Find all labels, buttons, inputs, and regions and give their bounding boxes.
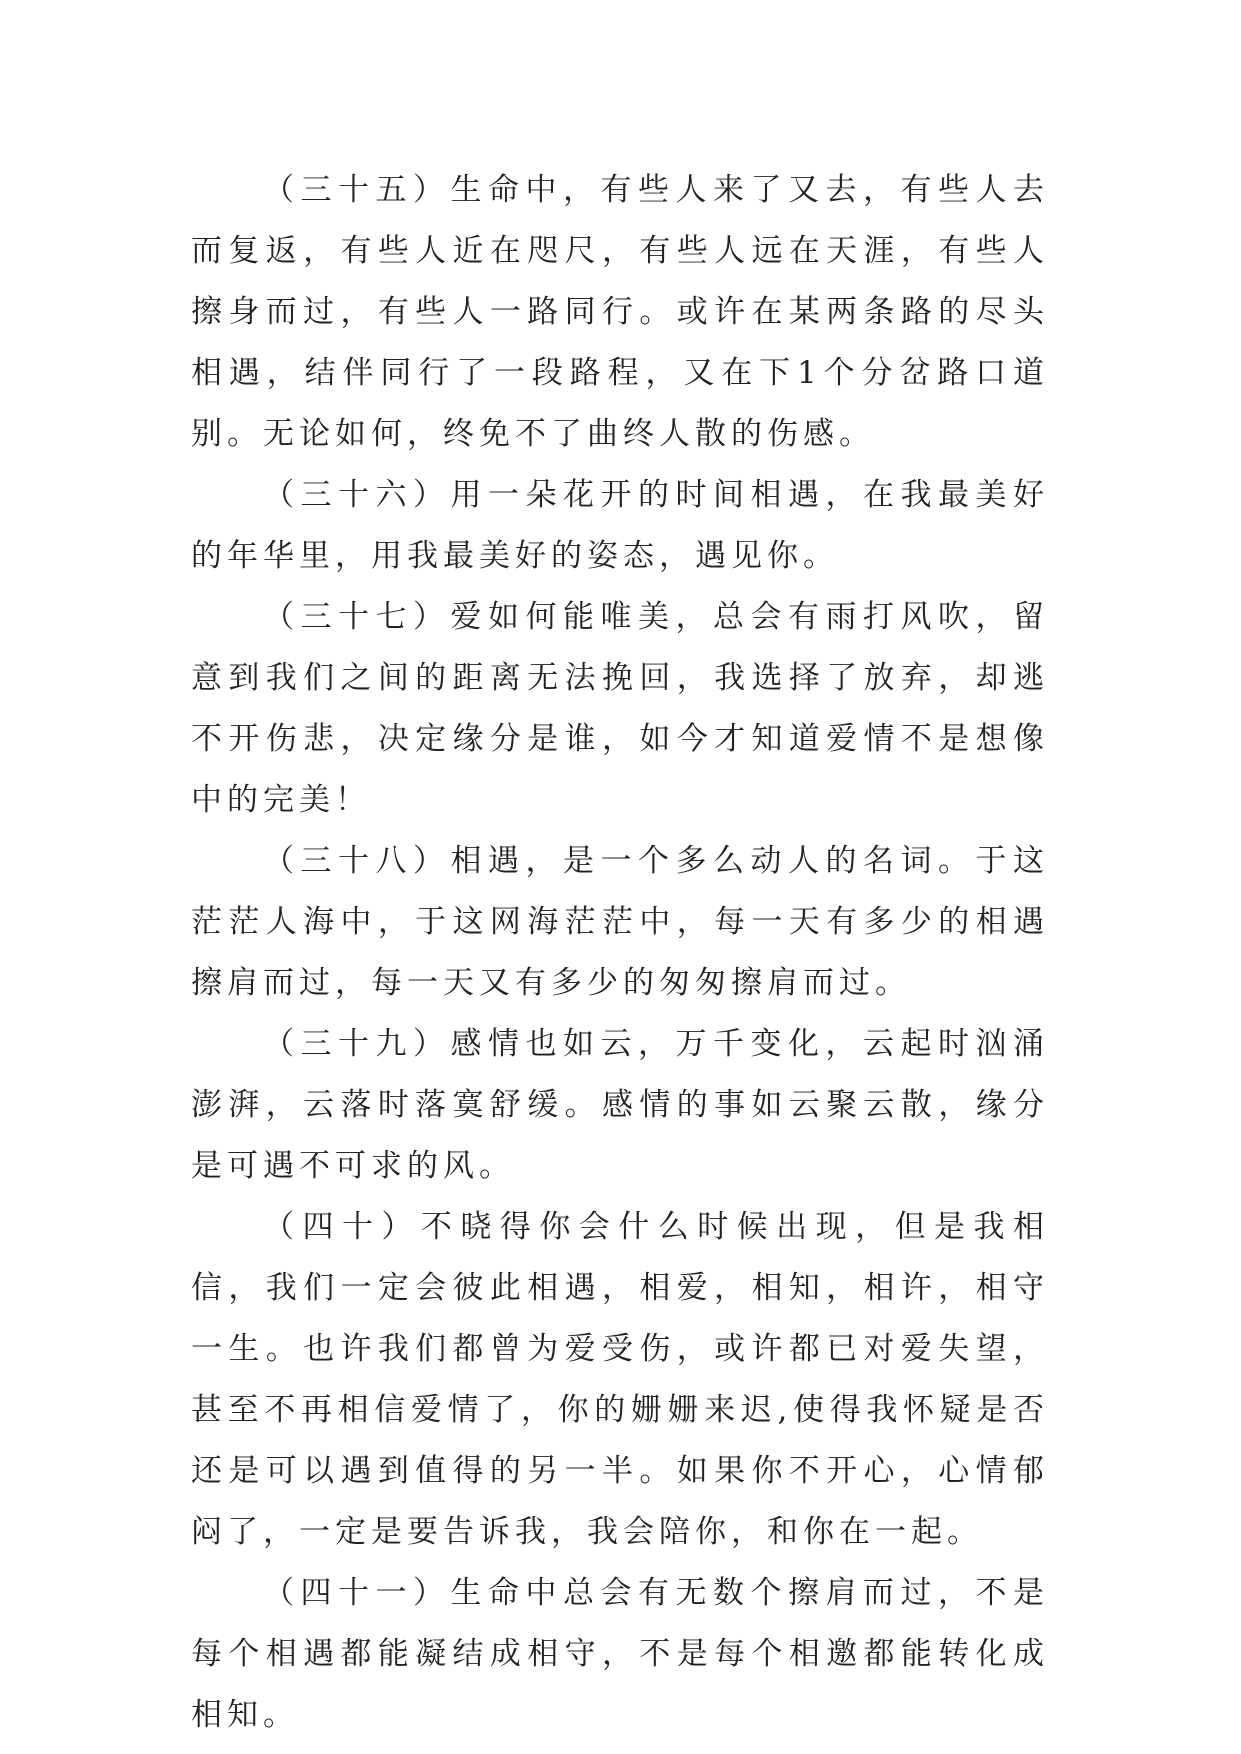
document-body <box>191 160 1049 1746</box>
paragraph-40: （四十）不晓得你会什么时候出现，但是我相信，我们一定会彼此相遇，相爱，相知，相许，相守一生。也许我们都曾为爱受伤，或许都已对爱失望，甚至不再相信爱情了，你的姗姗来迟,使得我怀疑是否还是可以遇到值得的另一半。如果你不开心，心情郁闷了，一定是要告诉我，我会陪你，和你在一起。 <box>191 1209 1049 1550</box>
paragraph-39: （三十九）感情也如云，万千变化，云起时汹涌澎湃，云落时落寞舒缓。感情的事如云聚云散，缘分是可遇不可求的风。 <box>191 1026 1049 1184</box>
paragraph-38: （三十八）相遇，是一个多么动人的名词。于这茫茫人海中，于这网海茫茫中，每一天有多少的相遇擦肩而过，每一天又有多少的匆匆擦肩而过。 <box>191 843 1049 1001</box>
paragraph-35: （三十五）生命中，有些人来了又去，有些人去而复返，有些人近在咫尺，有些人远在天涯，有些人擦身而过，有些人一路同行。或许在某两条路的尽头相遇，结伴同行了一段路程，又在下1个分岔路口道别。无论如何，终免不了曲终人散的伤感。 <box>191 172 1049 452</box>
paragraph-37: （三十七）爱如何能唯美，总会有雨打风吹，留意到我们之间的距离无法挽回，我选择了放弃，却逃不开伤悲，决定缘分是谁，如今才知道爱情不是想像中的完美！ <box>191 599 1049 818</box>
paragraph-41: （四十一）生命中总会有无数个擦肩而过，不是每个相遇都能凝结成相守，不是每个相邀都能转化成相知。 <box>191 1575 1049 1733</box>
paragraph-36: （三十六）用一朵花开的时间相遇，在我最美好的年华里，用我最美好的姿态，遇见你。 <box>191 477 1049 574</box>
